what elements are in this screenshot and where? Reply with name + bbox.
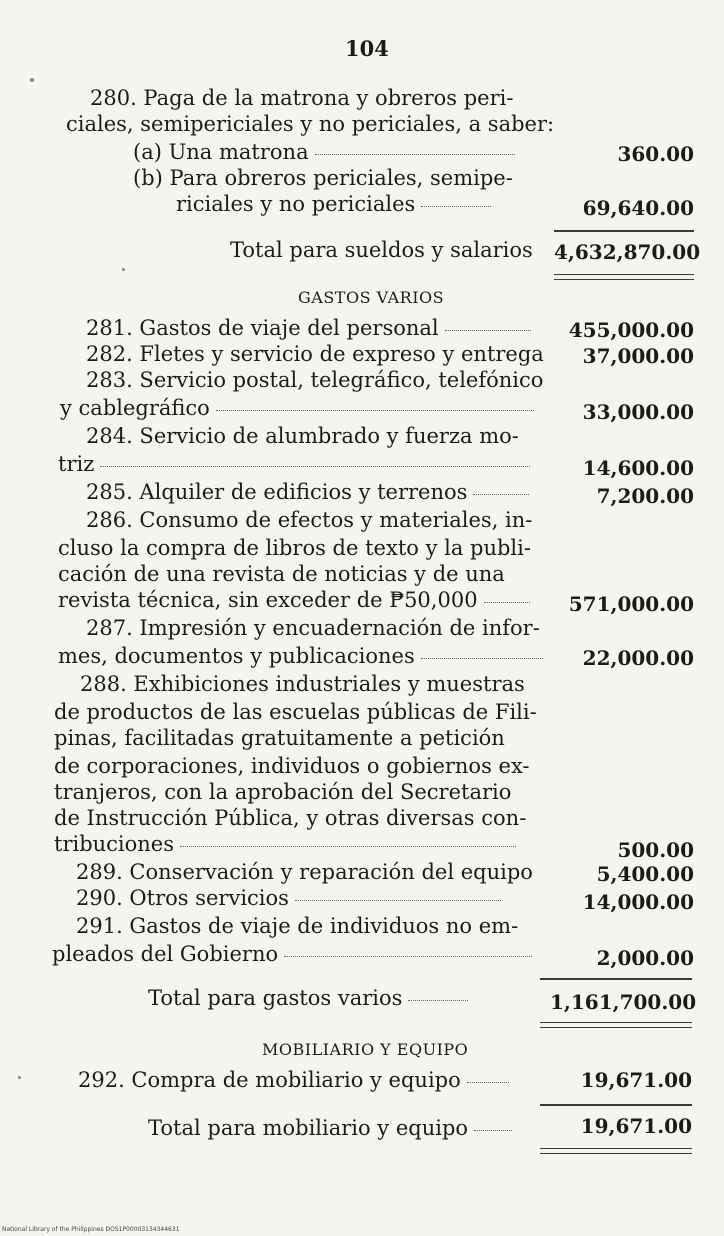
leader-dots [408, 999, 468, 1001]
item-282-amount: 37,000.00 [582, 344, 694, 368]
leader-dots [421, 205, 491, 207]
leader-dots [445, 329, 531, 331]
item-283-amount: 33,000.00 [582, 400, 694, 424]
item-288-line-2: de productos de las escuelas públicas de Fili- [54, 700, 537, 724]
leader-dots [473, 493, 529, 495]
item-287-amount: 22,000.00 [582, 646, 694, 670]
leader-dots [421, 657, 543, 659]
item-288-text: tribuciones [54, 832, 175, 856]
item-291-text: pleados del Gobierno [52, 942, 279, 966]
total-mobiliario-label: Total para mobiliario y equipo [148, 1116, 469, 1140]
item-286-line-4 [58, 588, 530, 612]
item-286-line-1: 286. Consumo de efectos y materiales, in- [86, 508, 533, 532]
item-283-line-1: 283. Servicio postal, telegráfico, telefónico [86, 368, 544, 392]
item-284-text: triz [58, 452, 95, 476]
total-double-rule [540, 1148, 692, 1154]
item-286-line-3: cación de una revista de noticias y de una [58, 562, 505, 586]
item-290-amount: 14,000.00 [582, 890, 694, 914]
item-285-line [86, 480, 529, 504]
item-284-line-1: 284. Servicio de alumbrado y fuerza mo- [86, 424, 519, 448]
subtotal-rule [554, 230, 694, 232]
item-292-line [78, 1068, 509, 1092]
leader-dots [467, 1081, 509, 1083]
item-285-text: 285. Alquiler de edificios y terrenos [86, 480, 468, 504]
page-number: 104 [345, 36, 389, 61]
item-280a-text: (a) Una matrona [133, 140, 309, 164]
item-280-line-1: 280. Paga de la matrona y obreros peri- [90, 86, 514, 110]
item-284-line-2 [58, 452, 530, 476]
leader-dots [216, 409, 534, 411]
item-290-line [76, 886, 501, 910]
section-mobiliario: MOBILIARIO Y EQUIPO [262, 1040, 469, 1059]
total-salaries-amount: 4,632,870.00 [554, 240, 701, 264]
item-283-text: y cablegráfico [60, 396, 210, 420]
item-288-amount: 500.00 [617, 838, 694, 862]
item-280a-line [133, 140, 515, 164]
leader-dots [484, 601, 530, 603]
total-gastos-line [148, 986, 468, 1010]
paper-speck [30, 78, 34, 82]
item-282-line: 282. Fletes y servicio de expreso y entrega [86, 342, 544, 366]
item-281-line [86, 316, 531, 340]
subtotal-rule [540, 1104, 692, 1106]
item-281-amount: 455,000.00 [568, 318, 694, 342]
item-283-line-2 [60, 396, 534, 420]
item-291-line-2 [52, 942, 532, 966]
subtotal-rule [540, 978, 692, 980]
item-288-line-3: pinas, facilitadas gratuitamente a petición [54, 726, 505, 750]
leader-dots [315, 153, 515, 155]
item-286-amount: 571,000.00 [568, 592, 694, 616]
leader-dots [100, 465, 530, 467]
item-286-line-2: cluso la compra de libros de texto y la publi- [58, 536, 531, 560]
item-292-text: 292. Compra de mobiliario y equipo [78, 1068, 461, 1092]
item-287-text: mes, documentos y publicaciones [58, 644, 415, 668]
item-289-line: 289. Conservación y reparación del equipo [76, 860, 533, 884]
item-280-line-2: ciales, semipericiales y no periciales, a saber: [66, 112, 555, 136]
item-291-line-1: 291. Gastos de viaje de individuos no em- [76, 914, 519, 938]
item-288-line-6: de Instrucción Pública, y otras diversas con- [54, 806, 527, 830]
item-285-amount: 7,200.00 [596, 484, 694, 508]
item-290-text: 290. Otros servicios [76, 886, 289, 910]
total-salaries-label: Total para sueldos y salarios [230, 238, 533, 262]
total-mobiliario-line [148, 1116, 512, 1140]
scan-footer: National Library of the Philippines DOS1P00003134344631 [2, 1226, 180, 1233]
leader-dots [284, 955, 532, 957]
total-double-rule [540, 1022, 692, 1028]
item-287-line-1: 287. Impresión y encuadernación de infor- [86, 616, 540, 640]
item-289-amount: 5,400.00 [596, 862, 694, 886]
item-280b-line-1: (b) Para obreros periciales, semipe- [133, 166, 513, 190]
total-double-rule [554, 274, 694, 280]
section-gastos-varios: GASTOS VARIOS [298, 288, 445, 307]
total-gastos-amount: 1,161,700.00 [550, 990, 697, 1014]
leader-dots [295, 899, 501, 901]
item-280b-amount: 69,640.00 [582, 196, 694, 220]
item-292-amount: 19,671.00 [580, 1068, 692, 1092]
item-288-line-1: 288. Exhibiciones industriales y muestras [80, 672, 525, 696]
item-281-text: 281. Gastos de viaje del personal [86, 316, 439, 340]
item-280b-line-2 [176, 192, 491, 216]
total-mobiliario-amount: 19,671.00 [580, 1114, 692, 1138]
item-280b-text: riciales y no periciales [176, 192, 416, 216]
item-288-line-5: tranjeros, con la aprobación del Secretario [54, 780, 512, 804]
leader-dots [474, 1129, 512, 1131]
item-291-amount: 2,000.00 [596, 946, 694, 970]
item-288-line-4: de corporaciones, individuos o gobiernos ex- [54, 754, 530, 778]
total-gastos-label: Total para gastos varios [148, 986, 403, 1010]
paper-speck [18, 1076, 21, 1079]
item-286-text: revista técnica, sin exceder de ₱50,000 [58, 588, 478, 612]
leader-dots [180, 845, 516, 847]
paper-speck [122, 268, 125, 271]
item-287-line-2 [58, 644, 543, 668]
item-284-amount: 14,600.00 [582, 456, 694, 480]
item-288-line-7 [54, 832, 516, 856]
item-280a-amount: 360.00 [617, 142, 694, 166]
